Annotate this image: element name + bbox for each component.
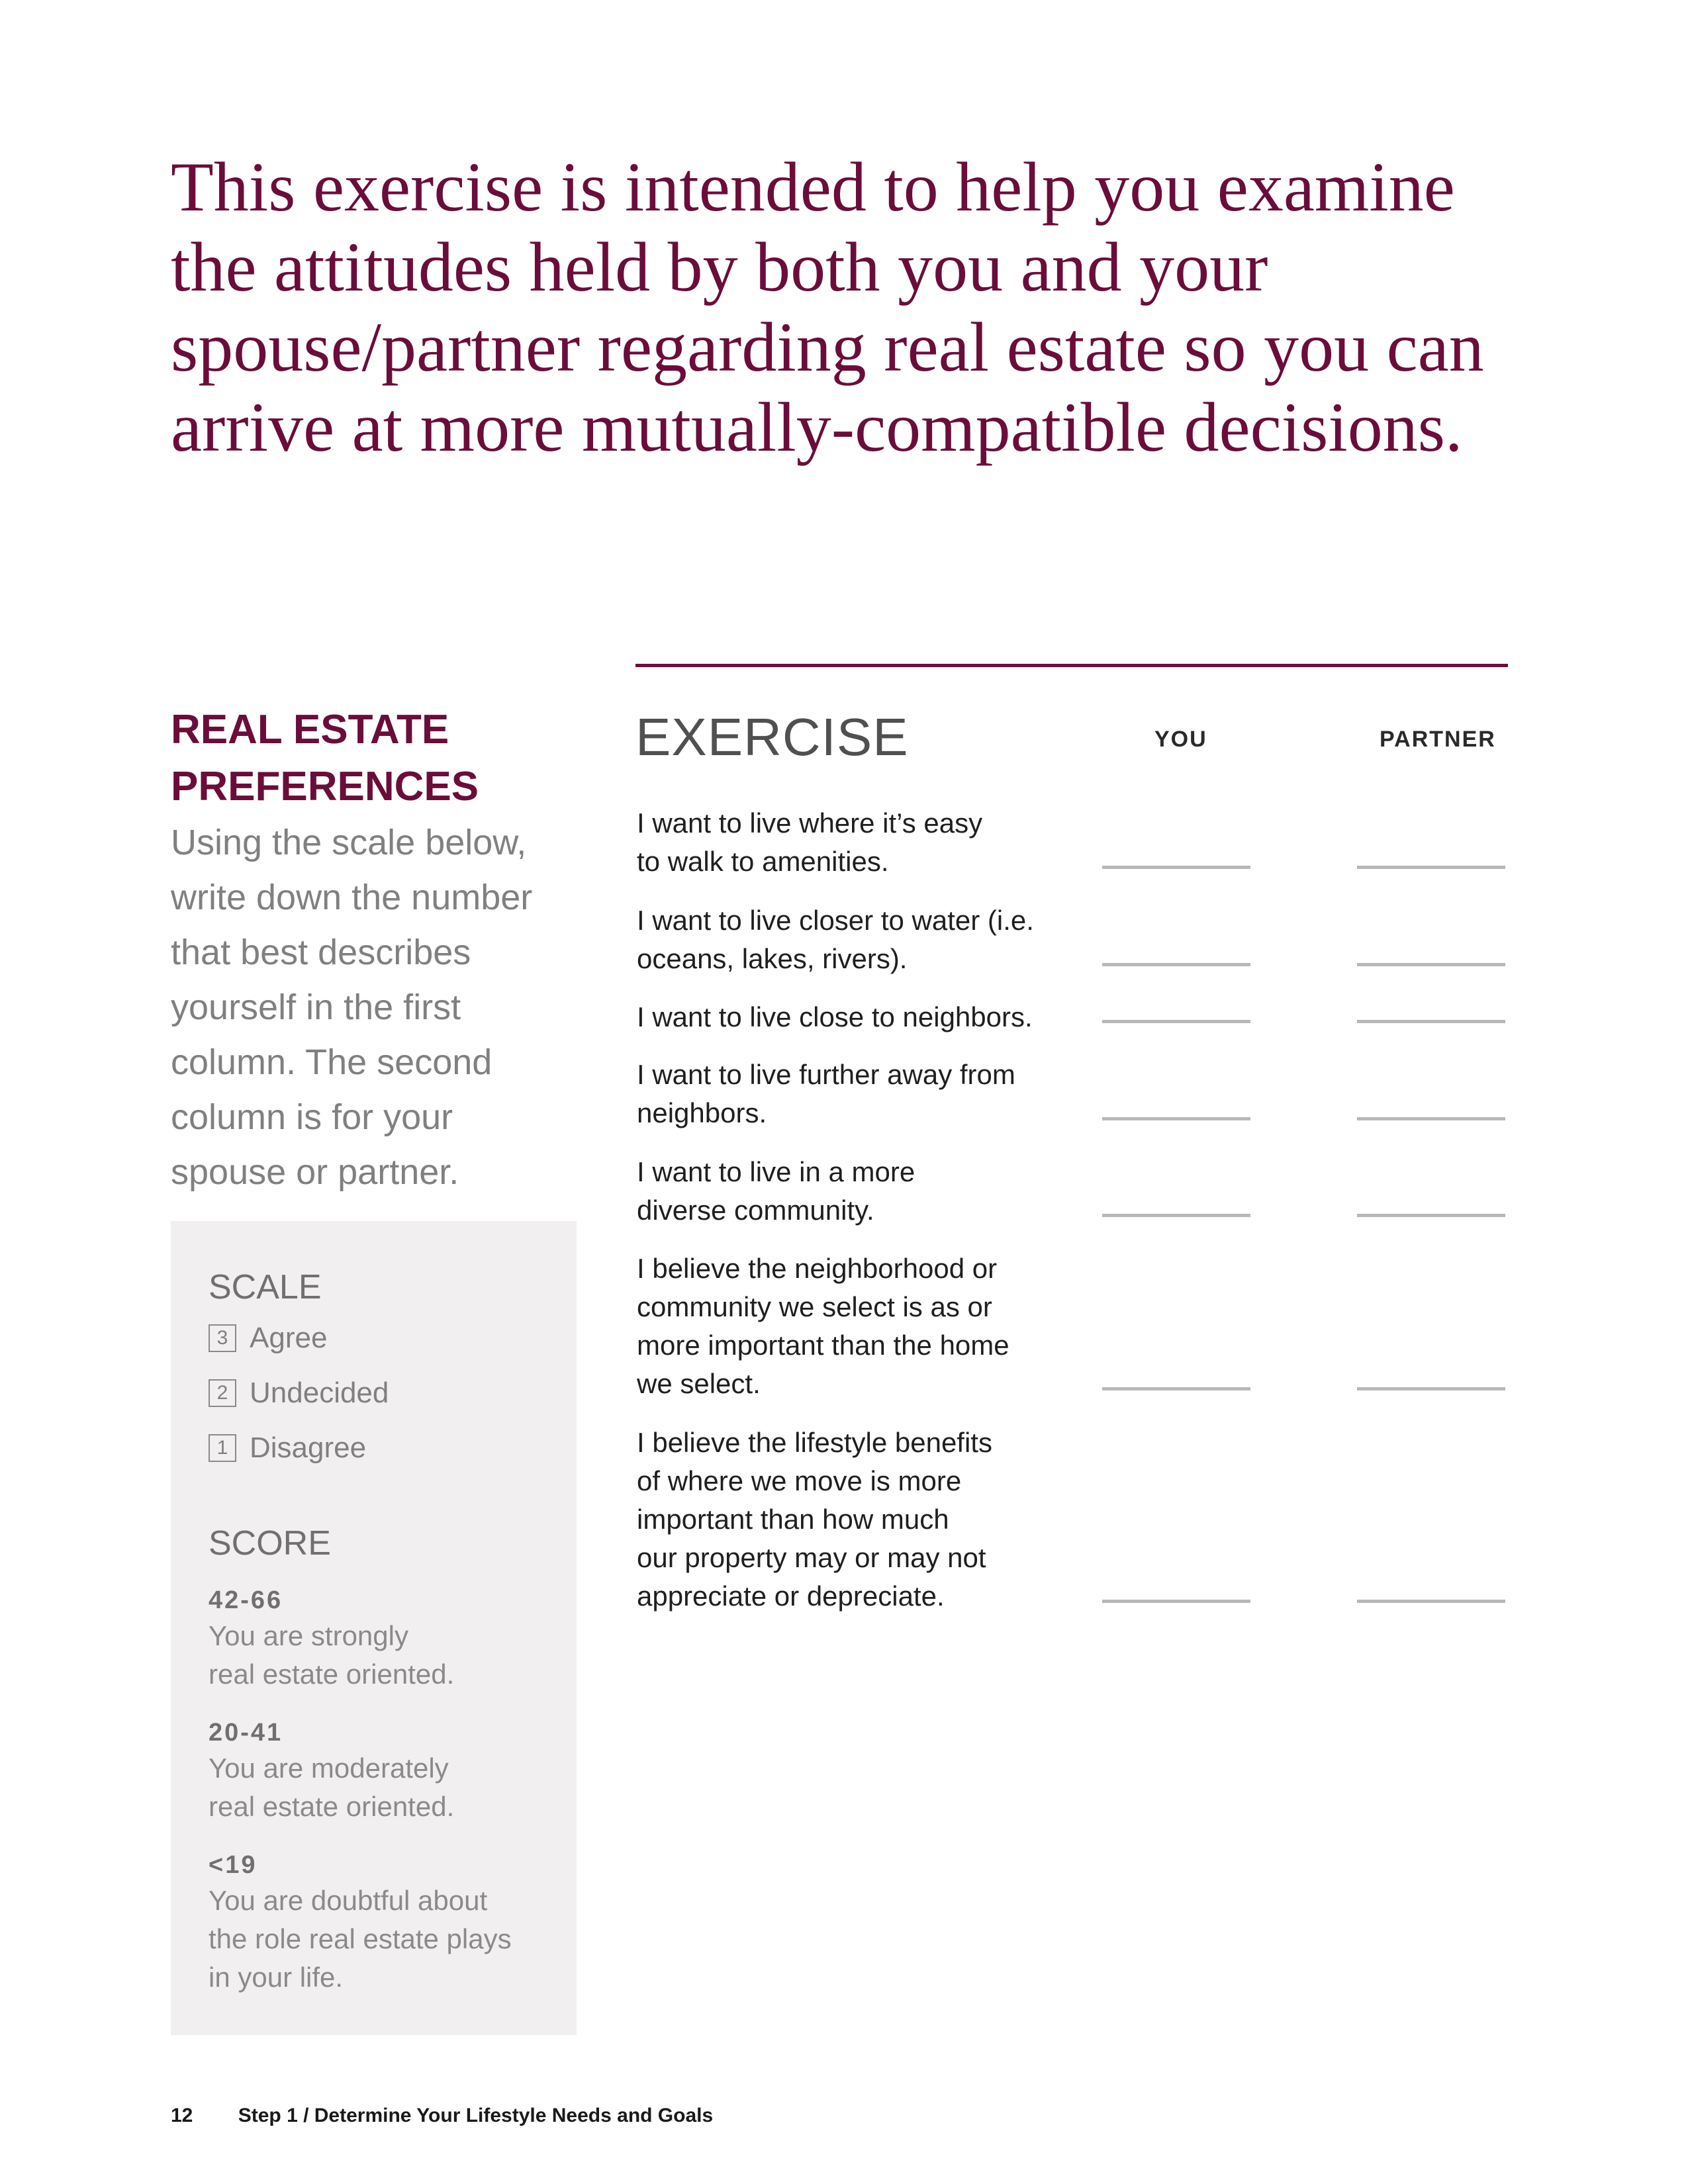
column-header-partner: PARTNER xyxy=(1380,727,1496,752)
question-line: I want to live closer to water (i.e. xyxy=(637,905,1034,936)
question-text xyxy=(637,998,1100,1036)
score-description-line: the role real estate plays xyxy=(209,1923,512,1954)
scale-item xyxy=(209,1432,366,1465)
page-number: 12 xyxy=(171,2105,193,2126)
you-answer-line[interactable] xyxy=(1102,1117,1250,1120)
section-title-line: PREFERENCES xyxy=(171,764,479,809)
question-line: neighbors. xyxy=(637,1097,767,1128)
question-line: important than how much xyxy=(637,1504,949,1535)
exercise-top-rule xyxy=(635,664,1508,667)
instructions-line: spouse or partner. xyxy=(171,1152,459,1192)
partner-answer-line[interactable] xyxy=(1357,866,1505,869)
question-line: to walk to amenities. xyxy=(637,846,889,877)
scale-label: Undecided xyxy=(250,1377,389,1409)
score-description-line: in your life. xyxy=(209,1962,344,1993)
partner-answer-line[interactable] xyxy=(1357,1117,1505,1120)
instructions-line: column. The second xyxy=(171,1042,492,1082)
footer-text: Step 1 / Determine Your Lifestyle Needs and Goals xyxy=(238,2105,714,2126)
exercise-title: EXERCISE xyxy=(635,707,909,766)
question-line: our property may or may not xyxy=(637,1542,986,1573)
score-description-line: You are moderately xyxy=(209,1752,449,1784)
question-line: I believe the lifestyle benefits xyxy=(637,1427,992,1458)
scale-item xyxy=(209,1377,389,1410)
question-text xyxy=(637,1424,1100,1615)
scale-heading: SCALE xyxy=(209,1268,322,1306)
question-line: I want to live close to neighbors. xyxy=(637,1001,1033,1032)
question-line: I want to live further away from xyxy=(637,1059,1015,1090)
you-answer-line[interactable] xyxy=(1102,866,1250,869)
question-line: of where we move is more xyxy=(637,1465,962,1496)
instructions-line: yourself in the first xyxy=(171,987,461,1027)
headline-line: This exercise is intended to help you examine xyxy=(171,148,1455,226)
question-line: appreciate or depreciate. xyxy=(637,1580,945,1612)
score-description-line: real estate oriented. xyxy=(209,1791,455,1822)
instructions-text xyxy=(171,815,581,1200)
score-range: <19 xyxy=(209,1851,258,1879)
question-text xyxy=(637,804,1100,881)
scale-number-box: 2 xyxy=(209,1379,236,1407)
instructions-line: Using the scale below, xyxy=(171,823,527,862)
headline-line: the attitudes held by both you and your xyxy=(171,228,1268,306)
scale-item xyxy=(209,1322,327,1355)
instructions-line: write down the number xyxy=(171,878,533,917)
question-line: I want to live where it’s easy xyxy=(637,807,983,839)
question-line: I believe the neighborhood or xyxy=(637,1253,998,1284)
preferences-intro xyxy=(171,702,581,1200)
score-description-line: You are doubtful about xyxy=(209,1885,488,1916)
scale-number-box: 3 xyxy=(209,1324,236,1352)
score-range: 20-41 xyxy=(209,1719,283,1747)
you-answer-line[interactable] xyxy=(1102,963,1250,966)
score-description-line: You are strongly xyxy=(209,1620,408,1651)
scale-label: Disagree xyxy=(250,1432,367,1464)
scale-label: Agree xyxy=(250,1322,328,1354)
score-description-line: real estate oriented. xyxy=(209,1659,455,1690)
partner-answer-line[interactable] xyxy=(1357,1214,1505,1217)
question-line: diverse community. xyxy=(637,1195,874,1226)
you-answer-line[interactable] xyxy=(1102,1600,1250,1603)
score-range: 42-66 xyxy=(209,1586,283,1614)
you-answer-line[interactable] xyxy=(1102,1387,1250,1390)
question-line: community we select is as or xyxy=(637,1291,992,1322)
question-line: I want to live in a more xyxy=(637,1156,915,1187)
question-text xyxy=(637,901,1100,978)
intro-headline xyxy=(171,147,1548,467)
partner-answer-line[interactable] xyxy=(1357,1020,1505,1023)
question-line: oceans, lakes, rivers). xyxy=(637,943,908,974)
section-title-line: REAL ESTATE xyxy=(171,707,449,752)
score-description xyxy=(209,1882,512,1997)
column-header-you: YOU xyxy=(1154,727,1207,752)
page-footer xyxy=(171,2105,713,2127)
question-text xyxy=(637,1153,1100,1230)
partner-answer-line[interactable] xyxy=(1357,1600,1505,1603)
instructions-line: column is for your xyxy=(171,1097,453,1137)
question-line: more important than the home xyxy=(637,1330,1009,1361)
headline-line: arrive at more mutually-compatible decisions. xyxy=(171,388,1463,466)
you-answer-line[interactable] xyxy=(1102,1214,1250,1217)
scale-score-panel xyxy=(171,1221,577,2035)
scale-number-box: 1 xyxy=(209,1434,236,1462)
question-line: we select. xyxy=(637,1368,761,1399)
partner-answer-line[interactable] xyxy=(1357,1387,1505,1390)
headline-line: spouse/partner regarding real estate so you can xyxy=(171,308,1484,386)
question-text xyxy=(637,1250,1100,1403)
you-answer-line[interactable] xyxy=(1102,1020,1250,1023)
score-heading: SCORE xyxy=(209,1524,331,1563)
score-description xyxy=(209,1617,454,1694)
section-title xyxy=(171,702,581,815)
partner-answer-line[interactable] xyxy=(1357,963,1505,966)
score-description xyxy=(209,1749,454,1826)
instructions-line: that best describes xyxy=(171,933,471,972)
question-text xyxy=(637,1056,1100,1132)
